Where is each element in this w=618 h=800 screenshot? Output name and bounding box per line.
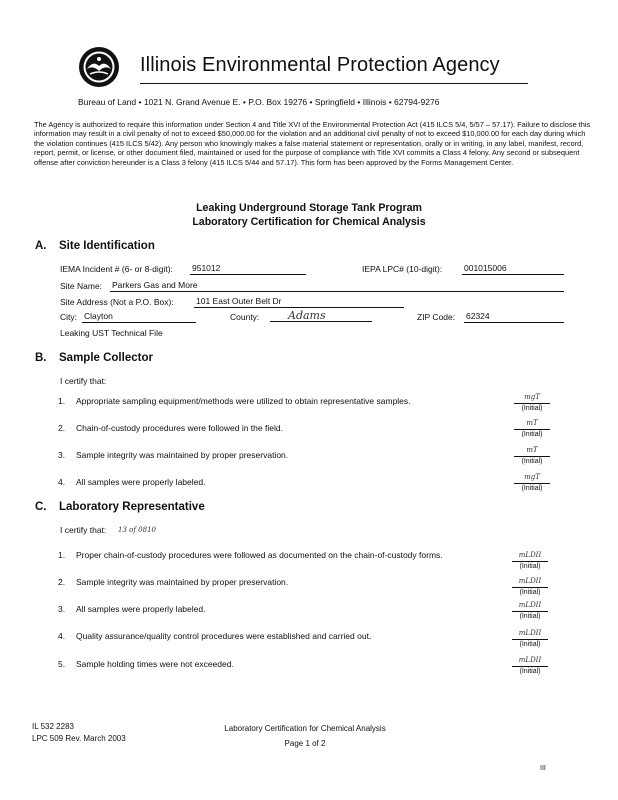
zip-code-field[interactable]: 62324 [464, 311, 564, 323]
collector-item-2 [58, 423, 283, 433]
item-text: All samples were properly labeled. [76, 477, 206, 487]
lab-initial-4[interactable] [512, 627, 548, 648]
initial-label: (Initial) [521, 431, 543, 438]
certify-handwritten-note: 13 of 0810 [118, 526, 156, 534]
footer-form-code: IL 532 2283 [32, 722, 74, 731]
footer-center [210, 723, 400, 750]
lab-item-1 [58, 550, 443, 560]
section-c-heading [35, 501, 205, 513]
footer-stamp: III [540, 765, 546, 772]
item-number: 5. [58, 659, 66, 669]
section-c-certify: I certify that: [60, 525, 107, 535]
county-label: County: [230, 312, 260, 322]
initial-label: (Initial) [519, 589, 541, 596]
section-b-certify: I certify that: [60, 376, 107, 386]
agency-address: Bureau of Land • 1021 N. Grand Avenue E. • P.O. Box 19276 • Springfield • Illinois • 62794-9276 [78, 97, 440, 107]
initial-signature: mLDII [512, 654, 548, 667]
lab-item-5 [58, 659, 234, 669]
item-text: Sample holding times were not exceeded. [76, 659, 234, 669]
collector-item-1 [58, 396, 411, 406]
collector-initial-4[interactable] [514, 471, 550, 492]
item-number: 4. [58, 477, 66, 487]
initial-signature: mT [514, 444, 550, 457]
item-text: Proper chain-of-custody procedures were followed as documented on the chain-of-custody forms. [76, 550, 443, 560]
item-number: 2. [58, 577, 66, 587]
footer-title: Laboratory Certification for Chemical Analysis [224, 724, 386, 733]
item-text: Chain-of-custody procedures were followed in the field. [76, 423, 283, 433]
collector-item-3 [58, 450, 288, 460]
lab-item-4 [58, 631, 371, 641]
initial-label: (Initial) [519, 641, 541, 648]
item-text: All samples were properly labeled. [76, 604, 206, 614]
collector-item-4 [58, 477, 205, 487]
form-title: Laboratory Certification for Chemical Analysis [192, 216, 426, 228]
section-b-title: Sample Collector [59, 352, 153, 364]
initial-signature: mLDII [512, 549, 548, 562]
initial-signature: mgT [514, 391, 550, 404]
initial-signature: mT [514, 417, 550, 430]
collector-initial-2[interactable] [514, 417, 550, 438]
lab-item-3 [58, 604, 205, 614]
iepa-lpc-label: IEPA LPC# (10-digit): [362, 264, 443, 274]
section-a-letter: A. [35, 240, 47, 252]
iepa-seal-logo-icon [78, 46, 120, 88]
initial-label: (Initial) [519, 563, 541, 570]
item-number: 1. [58, 550, 66, 560]
iepa-lpc-field[interactable]: 001015006 [462, 263, 564, 275]
header-divider [140, 83, 528, 84]
item-text: Appropriate sampling equipment/methods were utilized to obtain representative samples. [76, 396, 411, 406]
zip-code-label: ZIP Code: [417, 312, 456, 322]
footer-form-codes [32, 721, 126, 745]
technical-file-label: Leaking UST Technical File [60, 328, 163, 338]
footer-revision: LPC 509 Rev. March 2003 [32, 734, 126, 743]
item-number: 3. [58, 604, 66, 614]
county-field[interactable]: Adams [270, 309, 372, 322]
initial-signature: mLDII [512, 575, 548, 588]
iema-incident-field[interactable]: 951012 [190, 263, 306, 275]
site-name-label: Site Name: [60, 281, 103, 291]
city-field[interactable]: Clayton [82, 311, 196, 323]
item-number: 2. [58, 423, 66, 433]
item-number: 1. [58, 396, 66, 406]
initial-signature: mgT [514, 471, 550, 484]
initial-label: (Initial) [519, 668, 541, 675]
section-b-heading [35, 352, 153, 364]
iema-incident-label: IEMA Incident # (6- or 8-digit): [60, 264, 173, 274]
program-title: Leaking Underground Storage Tank Program [196, 202, 422, 214]
item-text: Quality assurance/quality control procedures were established and carried out. [76, 631, 372, 641]
site-address-field[interactable]: 101 East Outer Belt Dr [194, 296, 404, 308]
footer-page-number: Page 1 of 2 [284, 739, 326, 748]
lab-initial-2[interactable] [512, 575, 548, 596]
initial-signature: mLDII [512, 599, 548, 612]
site-name-field[interactable]: Parkers Gas and More [110, 280, 564, 292]
section-a-heading [35, 240, 155, 252]
agency-name: Illinois Environmental Protection Agency [140, 54, 500, 76]
item-text: Sample integrity was maintained by proper preservation. [76, 450, 289, 460]
item-number: 3. [58, 450, 66, 460]
collector-initial-1[interactable] [514, 391, 550, 412]
initial-label: (Initial) [521, 405, 543, 412]
initial-label: (Initial) [519, 613, 541, 620]
lab-initial-5[interactable] [512, 654, 548, 675]
section-c-letter: C. [35, 501, 47, 513]
item-text: Sample integrity was maintained by proper preservation. [76, 577, 289, 587]
collector-initial-3[interactable] [514, 444, 550, 465]
legal-notice: The Agency is authorized to require this information under Section 4 and Title XVI of the Environmental Protection Act (415 ILCS 5/4, 5/57 – 57.17). Failure to disclose this information may result in a civil penalty of not to exceed $50,000.00 for the violation and an additional civil penalty of not to exceed $10,000.00 for each day during which the violation continues (415 ILCS 5/42). Any person who knowingly makes a false material statement or representation, orally or in writing, in any label, manifest, record, report, permit, or license, or other document filed, maintained or used for the purpose of compliance with Title XVI commits a Class 4 felony. Any second or subsequent offense after conviction hereunder is a Class 3 felony (415 ILCS 5/44 and 57.17). This form has been approved by the Forms Management Center. [34, 120, 591, 167]
initial-signature: mLDII [512, 627, 548, 640]
section-a-title: Site Identification [59, 240, 155, 252]
initial-label: (Initial) [521, 458, 543, 465]
site-address-label: Site Address (Not a P.O. Box): [60, 297, 174, 307]
lab-initial-1[interactable] [512, 549, 548, 570]
section-c-title: Laboratory Representative [59, 501, 205, 513]
section-b-letter: B. [35, 352, 47, 364]
city-label: City: [60, 312, 77, 322]
lab-initial-3[interactable] [512, 599, 548, 620]
initial-label: (Initial) [521, 485, 543, 492]
lab-item-2 [58, 577, 288, 587]
item-number: 4. [58, 631, 66, 641]
